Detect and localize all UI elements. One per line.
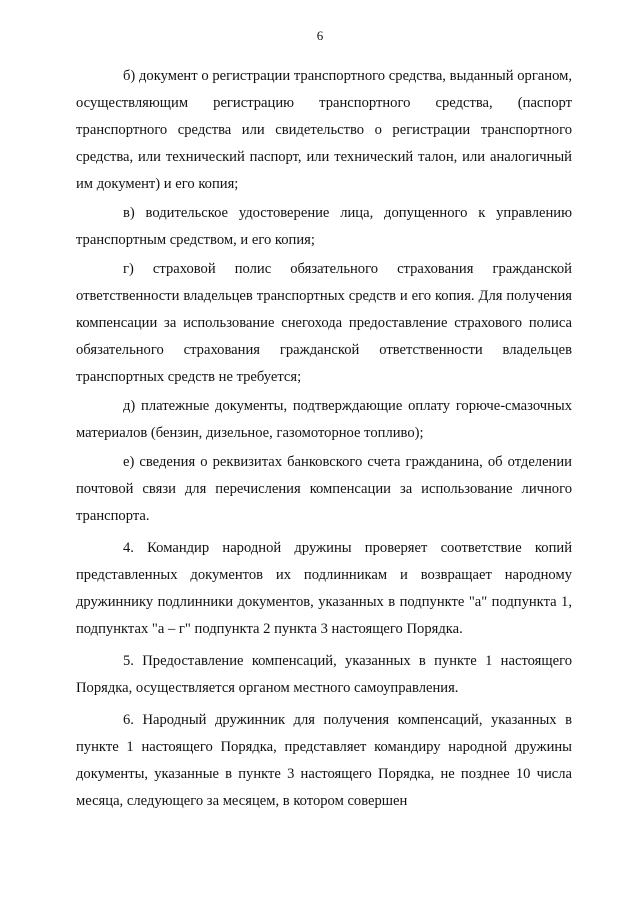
paragraph-v-driver-license: в) водительское удостоверение лица, допущенного к управлению транспортным средством, и его копия; [76,205,572,248]
paragraph-d-payment-documents: д) платежные документы, подтверждающие оплату горюче-смазочных материалов (бензин, дизельное, газомоторное топливо); [76,398,572,441]
paragraph-g-insurance-policy: г) страховой полис обязательного страхования гражданской ответственности владельцев транспортных средств и его копия. Для получения компенсации за использование снегохода предоставление страхового полиса обязательного страхования гражданской ответственности владельцев транспортных средств не требуется; [76,261,572,385]
paragraph-6-document-submission: 6. Народный дружинник для получения компенсаций, указанных в пункте 1 настоящего Порядка, представляет командиру народной дружины документы, указанные в пункте 3 настоящего Порядка, не позднее 10 числа месяца, следующего за месяцем, в котором совершен [76,712,572,809]
paragraph-5-compensation-provision: 5. Предоставление компенсаций, указанных в пункте 1 настоящего Порядка, осуществляется органом местного самоуправления. [76,653,572,696]
document-body [76,63,572,815]
paragraph-e-bank-details: е) сведения о реквизитах банковского счета гражданина, об отделении почтовой связи для перечисления компенсации за использование личного транспорта. [76,454,572,524]
paragraph-4-commander-check: 4. Командир народной дружины проверяет соответствие копий представленных документов их подлинникам и возвращает народному дружиннику подлинники документов, указанных в подпункте "а" подпункта 1, подпунктах "а – г" подпункта 2 пункта 3 настоящего Порядка. [76,540,572,637]
page-number: 6 [316,28,324,43]
paragraph-b-vehicle-registration: б) документ о регистрации транспортного средства, выданный органом, осуществляющим регистрацию транспортного средства, (паспорт транспортного средства или свидетельство о регистрации транспортного средства, или технический паспорт, или технический талон, или аналогичный им документ) и его копия; [76,68,572,192]
